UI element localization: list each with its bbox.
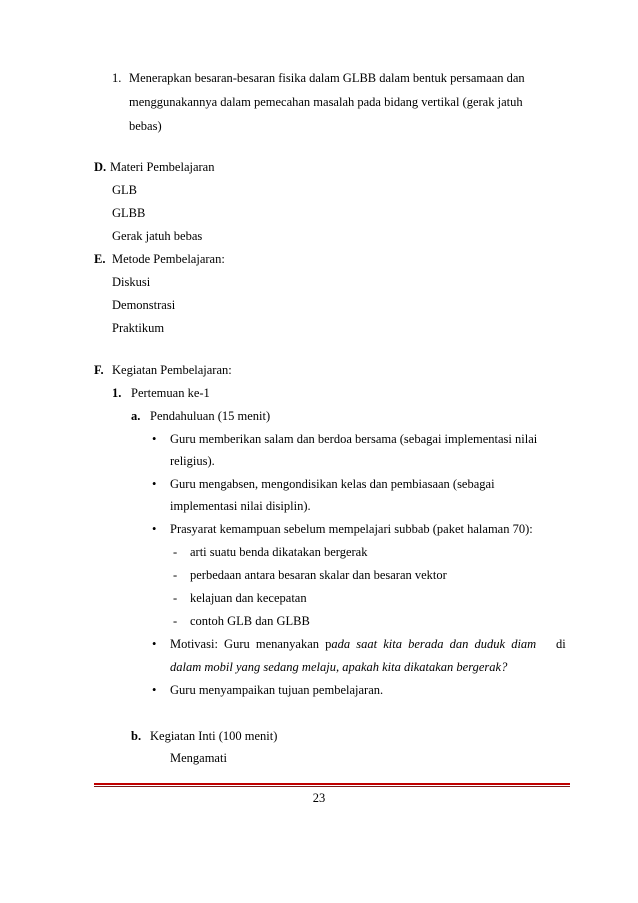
bullet-2-line-2: implementasi nilai disiplin). — [170, 499, 311, 513]
bullet-icon: • — [152, 637, 157, 651]
footer-rule — [94, 783, 570, 785]
section-e-item: Praktikum — [112, 321, 165, 335]
section-d-letter: D. — [94, 160, 107, 174]
dash-icon: - — [173, 568, 178, 582]
bullet-4-line-1 — [170, 636, 536, 652]
bullet-1-line-2: religius). — [170, 454, 215, 468]
dash-item: contoh GLB dan GLBB — [190, 614, 310, 628]
section-e-letter: E. — [94, 252, 106, 266]
dash-icon: - — [173, 591, 178, 605]
bullet-4-tail: di — [556, 637, 566, 651]
bullet-icon: • — [152, 522, 157, 536]
objective-line-2: menggunakannya dalam pemecahan masalah pada bidang vertikal (gerak jatuh — [129, 95, 523, 109]
section-e-item: Demonstrasi — [112, 298, 176, 312]
objective-number: 1. — [112, 71, 122, 85]
bullet-4-italic-1: ada saat kita berada dan duduk diam — [331, 637, 537, 651]
bullet-2-line-1: Guru mengabsen, mengondisikan kelas dan pembiasaan (sebagai — [170, 477, 495, 491]
bullet-4-lead: Motivasi: Guru menanyakan p — [170, 637, 332, 651]
dash-icon: - — [173, 545, 178, 559]
section-d-item: GLBB — [112, 206, 146, 220]
section-f-letter: F. — [94, 363, 104, 377]
section-d-item: Gerak jatuh bebas — [112, 229, 203, 243]
section-f-title: Kegiatan Pembelajaran: — [112, 363, 232, 377]
part-a-title: Pendahuluan (15 menit) — [150, 409, 271, 423]
bullet-icon: • — [152, 683, 157, 697]
part-b-letter: b. — [131, 729, 142, 743]
part-b-first-item: Mengamati — [170, 751, 227, 765]
dash-item: kelajuan dan kecepatan — [190, 591, 307, 605]
section-e-title: Metode Pembelajaran: — [112, 252, 225, 266]
part-a-letter: a. — [131, 409, 141, 423]
section-d-item: GLB — [112, 183, 137, 197]
dash-icon: - — [173, 614, 178, 628]
bullet-3-line-1: Prasyarat kemampuan sebelum mempelajari subbab (paket halaman 70): — [170, 522, 533, 536]
dash-item: arti suatu benda dikatakan bergerak — [190, 545, 368, 559]
bullet-4-line-2: dalam mobil yang sedang melaju, apakah kita dikatakan bergerak? — [170, 660, 508, 674]
footer-rule-shadow — [94, 786, 570, 787]
bullet-5-line-1: Guru menyampaikan tujuan pembelajaran. — [170, 683, 384, 697]
page-number: 23 — [312, 791, 326, 805]
section-e-item: Diskusi — [112, 275, 151, 289]
dash-item: perbedaan antara besaran skalar dan besaran vektor — [190, 568, 447, 582]
objective-line-3: bebas) — [129, 119, 162, 133]
bullet-icon: • — [152, 432, 157, 446]
part-b-title: Kegiatan Inti (100 menit) — [150, 729, 278, 743]
meeting-number: 1. — [112, 386, 122, 400]
meeting-title: Pertemuan ke-1 — [131, 386, 210, 400]
bullet-icon: • — [152, 477, 157, 491]
bullet-1-line-1: Guru memberikan salam dan berdoa bersama (sebagai implementasi nilai — [170, 432, 538, 446]
objective-line-1: Menerapkan besaran-besaran fisika dalam GLBB dalam bentuk persamaan dan — [129, 71, 525, 85]
section-d-title: Materi Pembelajaran — [110, 160, 215, 174]
